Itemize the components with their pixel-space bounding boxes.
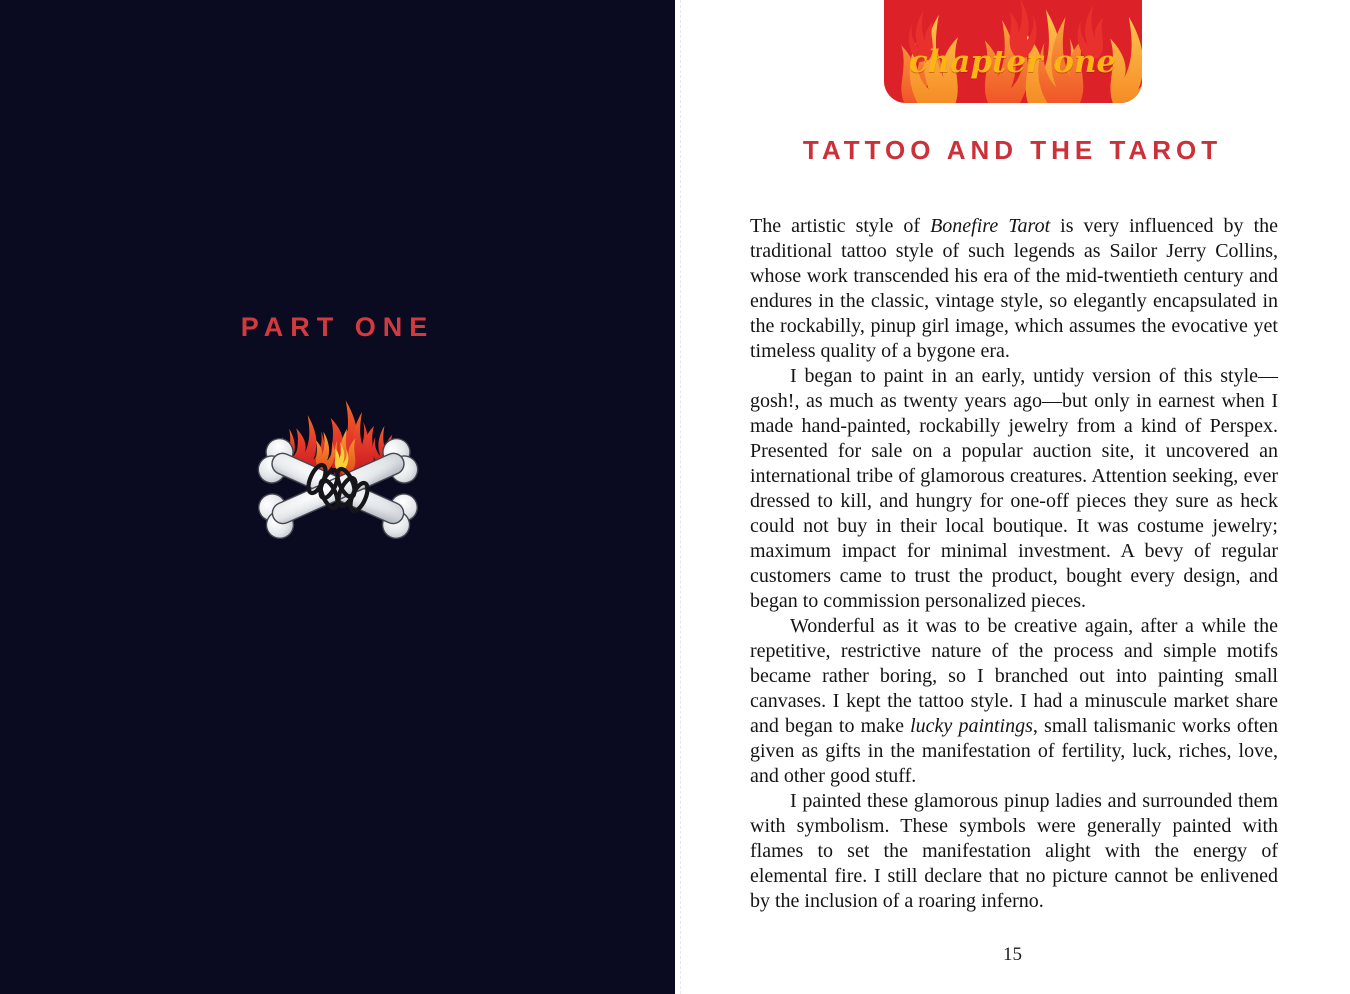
paragraph: I painted these glamorous pinup ladies and surrounded them with symbolism. These symbols were generally painted with flames to set the manifestation alight with the energy of elemental fire. I still declare that no picture cannot be enlivened by the inclusion of a roaring inferno. bbox=[750, 790, 1278, 912]
chapter-banner-label: chapter one bbox=[908, 44, 1117, 80]
body-text bbox=[750, 214, 1278, 914]
flaming-crossbones-icon bbox=[249, 370, 427, 548]
chapter-title: TATTOO AND THE TAROT bbox=[802, 135, 1223, 165]
flaming-crossbones-illustration bbox=[249, 370, 427, 548]
part-title: PART ONE bbox=[240, 312, 435, 342]
page-number: 15 bbox=[1003, 944, 1022, 965]
right-page bbox=[675, 0, 1350, 994]
paragraph: I began to paint in an early, untidy version of this style—gosh!, as much as twenty years ago—but only in earnest when I made hand-painted, rockabilly jewelry from a kind of Perspex. Presented for sale on a popular auction site, it uncovered an international tribe of glamorous creatures. Attention seeking, ever dressed to kill, and hungry for one-off pieces they sure as heck could not buy in their local boutique. It was costume jewelry; maximum impact for minimal investment. A bevy of regular customers came to trust the product, bought every design, and began to commission personalized pieces. bbox=[750, 365, 1278, 612]
paragraph: Wonderful as it was to be creative again, after a while the repetitive, restrictive nature of the process and simple motifs became rather boring, so I branched out into painting small canvases. I kept the tattoo style. I had a minuscule market share and began to make lucky paintings, small talismanic works often given as gifts in the manifestation of fertility, luck, riches, love, and other good stuff. bbox=[750, 615, 1279, 787]
paragraph: The artistic style of Bonefire Tarot is very influenced by the traditional tattoo style of such legends as Sailor Jerry Collins, whose work transcended his era of the mid-twentieth century and endures in the classic, vintage style, so elegantly encapsulated in the rockabilly, pinup girl image, which assumes the evocative yet timeless quality of a bygone era. bbox=[750, 215, 1278, 362]
chapter-banner bbox=[884, 0, 1142, 103]
